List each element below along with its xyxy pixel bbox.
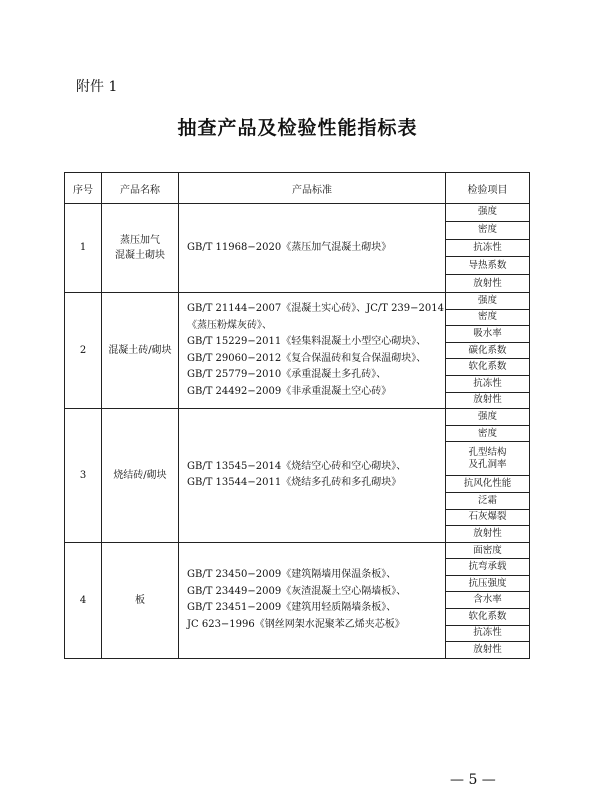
header-items: 检验项目: [446, 173, 530, 204]
document-title: 抽查产品及检验性能指标表: [177, 117, 418, 139]
table-row: [65, 292, 530, 408]
header-product: 产品名称: [102, 173, 179, 204]
standard-line: GB/T 15229−2011《轻集料混凝土小型空心砌块》、: [187, 336, 427, 348]
standard-line: 《蒸压粉煤灰砖》、: [187, 319, 272, 331]
standard-line: GB/T 24492−2009《非承重混凝土空心砖》: [187, 385, 392, 397]
inspection-item: 放射性: [473, 277, 502, 289]
row-index: 2: [65, 292, 102, 408]
inspection-item: 面密度: [446, 543, 529, 560]
product-standards: [179, 542, 446, 658]
table-header-row: [65, 173, 530, 204]
standard-line: GB/T 13545−2014《烧结空心砖和空心砌块》、: [187, 460, 407, 472]
standard-line: GB/T 23450−2009《建筑隔墙用保温条板》、: [187, 569, 397, 581]
standard-line: GB/T 29060−2012《复合保温砖和复合保温砌块》、: [187, 352, 427, 364]
standard-line: GB/T 11968−2020《蒸压加气混凝土砌块》: [187, 241, 392, 253]
inspection-item: 导热系数: [446, 257, 529, 275]
product-name: [102, 409, 179, 543]
header-index: 序号: [65, 173, 102, 204]
table-row: [65, 409, 530, 543]
inspection-item: 放射性: [473, 644, 502, 656]
inspection-item: 密度: [446, 426, 529, 443]
table-body: [65, 204, 530, 659]
standard-line: GB/T 23451−2009《建筑用轻质隔墙条板》、: [187, 602, 397, 614]
inspection-item: 抗弯承载: [446, 559, 529, 576]
inspection-item: 强度: [446, 204, 529, 222]
inspection-items: [446, 292, 530, 408]
standard-line: JC 623−1996《钢丝网架水泥聚苯乙烯夹芯板》: [187, 618, 405, 630]
inspection-item: 密度: [446, 222, 529, 240]
inspection-item: 泛霜: [446, 493, 529, 510]
product-standards: [179, 204, 446, 293]
product-name: [102, 542, 179, 658]
inspection-item: 抗风化性能: [446, 476, 529, 493]
product-name-line: 板: [135, 594, 145, 606]
inspection-item: 软化系数: [446, 359, 529, 376]
inspection-item: 石灰爆裂: [446, 510, 529, 527]
page-number: — 5 —: [450, 772, 496, 788]
product-name-line: 混凝土砖/砌块: [108, 345, 172, 357]
inspection-item: 密度: [446, 310, 529, 327]
row-index: 1: [65, 204, 102, 293]
product-name: [102, 292, 179, 408]
product-standards: [179, 409, 446, 543]
row-index: 3: [65, 409, 102, 543]
inspection-items: [446, 204, 530, 293]
standard-line: GB/T 21144−2007《混凝土实心砖》、JC/T 239−2014: [187, 303, 444, 315]
standard-line: GB/T 13544−2011《烧结多孔砖和多孔砌块》: [187, 477, 402, 489]
inspection-item: 碳化系数: [446, 343, 529, 360]
table-row: [65, 542, 530, 658]
table-row: [65, 204, 530, 293]
product-name-line: 烧结砖/砌块: [113, 469, 167, 481]
inspection-items: [446, 409, 530, 543]
inspection-item: 抗压强度: [446, 576, 529, 593]
attachment-label: 附件 1: [76, 79, 118, 95]
inspection-item: 放射性: [473, 527, 502, 539]
header-standard: 产品标准: [179, 173, 446, 204]
product-name-line: 混凝土砌块: [115, 249, 165, 261]
inspection-items: [446, 542, 530, 658]
inspection-item: 抗冻性: [446, 240, 529, 258]
inspection-item: 抗冻性: [446, 376, 529, 393]
inspection-item: 抗冻性: [446, 626, 529, 643]
inspection-item: 软化系数: [446, 609, 529, 626]
inspection-item: 强度: [446, 293, 529, 310]
row-index: 4: [65, 542, 102, 658]
inspection-item: 孔型结构 及孔洞率: [446, 442, 529, 476]
product-name-line: 蒸压加气: [120, 234, 160, 246]
inspection-item: 放射性: [473, 394, 502, 406]
inspection-table: [64, 172, 530, 659]
product-name: [102, 204, 179, 293]
inspection-item: 强度: [446, 409, 529, 426]
inspection-item: 含水率: [446, 592, 529, 609]
standard-line: GB/T 23449−2009《灰渣混凝土空心隔墙板》、: [187, 585, 407, 597]
inspection-item: 吸水率: [446, 326, 529, 343]
product-standards: [179, 292, 446, 408]
standard-line: GB/T 25779−2010《承重混凝土多孔砖》、: [187, 369, 387, 381]
